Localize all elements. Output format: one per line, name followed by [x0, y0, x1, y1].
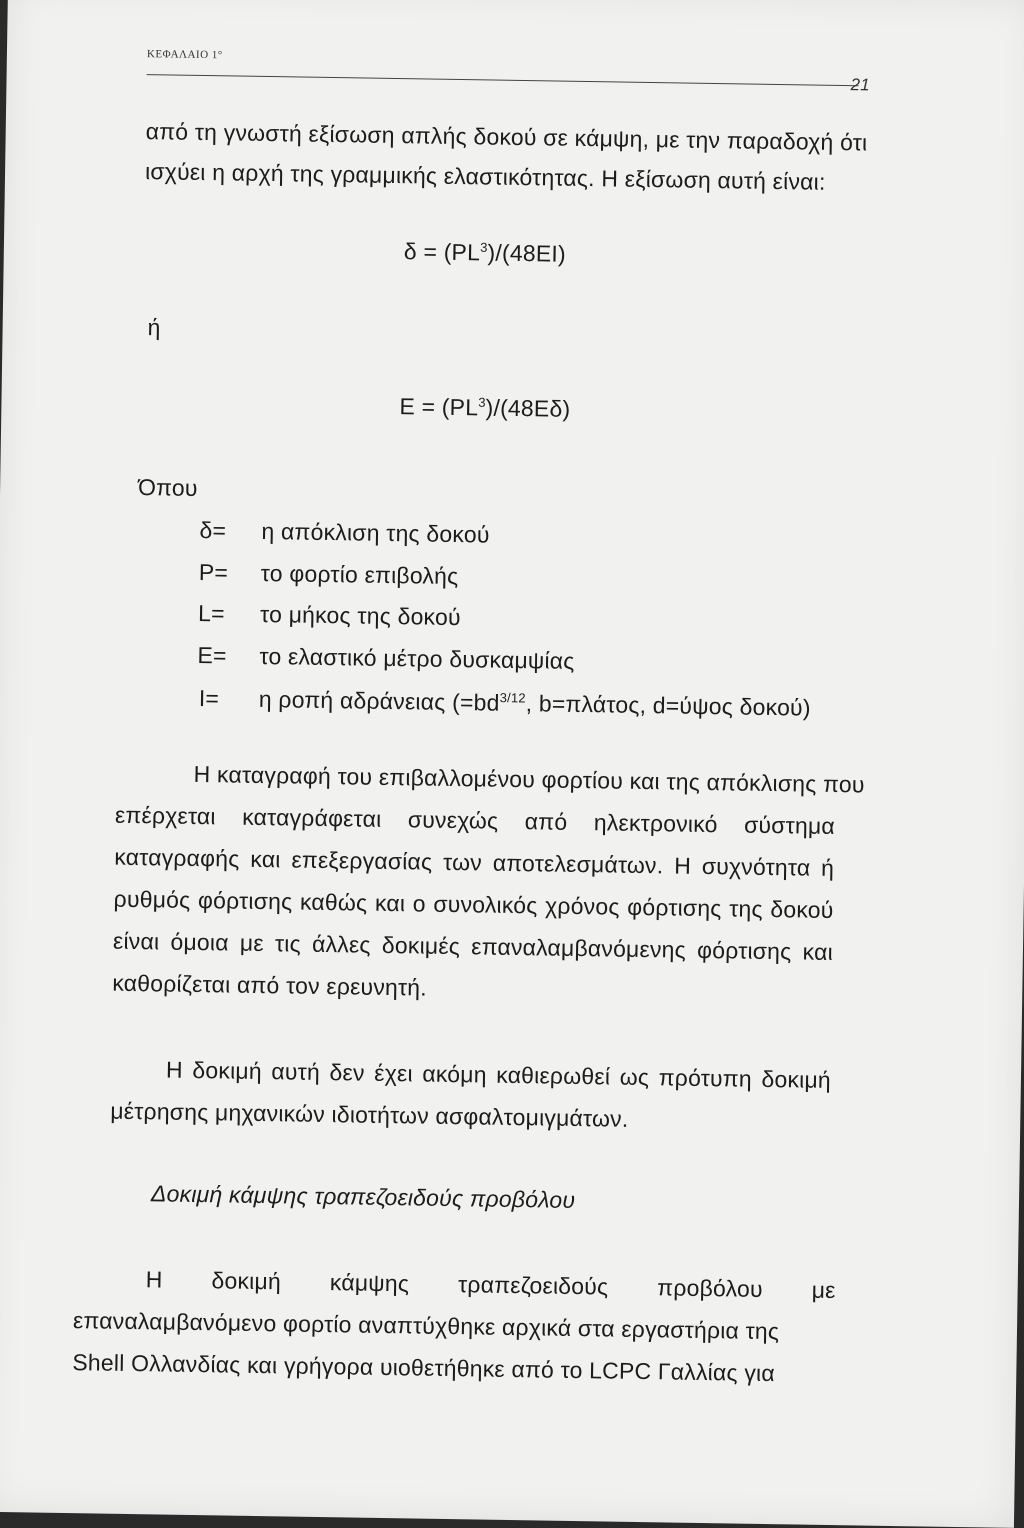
where-label: Όπου	[137, 474, 198, 501]
header-rule	[147, 74, 859, 86]
paragraph2-line	[166, 1057, 831, 1094]
word: επέρχεται	[114, 801, 216, 830]
or-word: ή	[147, 314, 161, 341]
word: ηλεκτρονικό	[593, 809, 718, 838]
eq2-before: E = (PL	[399, 393, 479, 421]
paragraph1-line	[115, 802, 835, 840]
word: ρυθμός	[113, 885, 191, 913]
word: συνεχώς	[407, 806, 499, 834]
definition-meaning: το φορτίο επιβολής	[260, 559, 459, 590]
definition-meaning: το μήκος της δοκού	[259, 600, 461, 631]
intro-line-2: ισχύει η αρχή της γραμμικής ελαστικότητας. Η εξίσωση αυτή είναι:	[144, 158, 826, 195]
word: άλλες	[311, 930, 371, 958]
word: πρότυπη	[658, 1064, 753, 1092]
word: προβόλου	[657, 1274, 763, 1302]
word: καθώς	[299, 888, 368, 916]
word: όμοια	[170, 928, 229, 956]
word: Η	[145, 1266, 163, 1293]
word: ο	[412, 890, 426, 917]
definition-meaning: το ελαστικό μέτρο δυσκαμψίας	[259, 642, 575, 674]
word: με	[811, 1276, 836, 1304]
word: τραπεζοειδούς	[457, 1271, 609, 1300]
word: επεξεργασίας	[291, 846, 433, 875]
definition-meaning	[259, 686, 811, 722]
definition-symbol: P=	[198, 558, 229, 586]
word: φόρτισης	[696, 936, 792, 965]
def5-exponent: 3/12	[499, 690, 526, 706]
page-number: 21	[850, 75, 871, 95]
paragraph1-line: καθορίζεται από τον ερευνητή.	[112, 969, 428, 1001]
paragraph2-line: μέτρησης μηχανικών ιδιοτήτων ασφαλτομιγμάτων.	[110, 1097, 629, 1132]
def5-after: , b=πλάτος, d=ύψος δοκού)	[525, 690, 811, 721]
intro-line-1: από τη γνωστή εξίσωση απλής δοκού σε κάμψη, με την παραδοχή ότι	[145, 118, 868, 156]
equation-deflection	[404, 238, 566, 268]
paragraph1-line	[113, 886, 833, 924]
word: φόρτισης	[627, 893, 722, 922]
word: κάμψης	[329, 1269, 410, 1297]
eq1-exponent: 3	[480, 239, 488, 255]
word: τις	[274, 930, 302, 957]
word: από	[524, 808, 568, 835]
word: ή	[820, 854, 835, 881]
eq1-before: δ = (PL	[403, 238, 481, 266]
word: είναι	[112, 927, 160, 955]
word: των	[442, 848, 483, 876]
definition-symbol: E=	[197, 641, 227, 669]
word: και	[802, 938, 834, 965]
word: ακόμη	[422, 1060, 487, 1088]
definition-symbol: I=	[198, 684, 220, 712]
definition-meaning: η απόκλιση της δοκού	[261, 517, 490, 548]
eq2-after: )/(48Εδ)	[485, 394, 571, 422]
section-heading: Δοκιμή κάμψης τραπεζοειδούς προβόλου	[150, 1180, 576, 1213]
word: δοκιμή	[211, 1267, 282, 1295]
paragraph3-line: επαναλαμβανόμενο φορτίο αναπτύχθηκε αρχικά στα εργαστήρια της	[72, 1307, 780, 1345]
chapter-header: ΚΕΦΑΛΑΙΟ 1°	[146, 48, 223, 62]
word: και	[250, 845, 281, 873]
word: σύστημα	[743, 811, 836, 840]
word: και	[374, 889, 406, 917]
paragraph3-line	[145, 1266, 835, 1304]
word: φόρτισης	[197, 887, 293, 915]
word: αυτή	[271, 1058, 321, 1085]
word: δεν	[329, 1059, 365, 1086]
paragraph1-line	[113, 928, 833, 966]
paragraph3-line: Shell Ολλανδίας και γρήγορα υιοθετήθηκε από το LCPC Γαλλίας για	[72, 1349, 776, 1387]
word: χρόνος	[544, 892, 620, 920]
eq1-after: )/(48EI)	[487, 239, 567, 267]
word: δοκιμή	[192, 1056, 263, 1085]
word: δοκιμή	[761, 1065, 832, 1093]
word: επαναλαμβανόμενης	[471, 933, 687, 963]
word: της	[729, 895, 763, 922]
word: καταγραφής	[114, 843, 240, 872]
definition-symbol: L=	[197, 599, 226, 627]
word: Η	[165, 1056, 184, 1083]
paragraph1-line: Η καταγραφή του επιβαλλομένου φορτίου και της απόκλισης που	[193, 760, 865, 798]
word: καταγράφεται	[242, 803, 382, 832]
word: έχει	[374, 1059, 413, 1087]
word: καθιερωθεί	[496, 1061, 611, 1090]
definition-symbol: δ=	[199, 516, 227, 544]
def5-before: η ροπή αδράνειας (=bd	[258, 685, 500, 716]
word: συχνότητα	[701, 852, 811, 881]
paragraph1-line	[114, 844, 834, 882]
eq2-exponent: 3	[478, 394, 486, 410]
word: Η	[673, 852, 692, 879]
word: αποτελεσμάτων.	[492, 849, 664, 879]
word: δοκιμές	[381, 931, 461, 960]
equation-modulus	[399, 393, 570, 423]
word: συνολικός	[433, 890, 538, 919]
word: δοκού	[770, 896, 834, 923]
word: ως	[619, 1063, 650, 1091]
word: με	[239, 929, 265, 957]
